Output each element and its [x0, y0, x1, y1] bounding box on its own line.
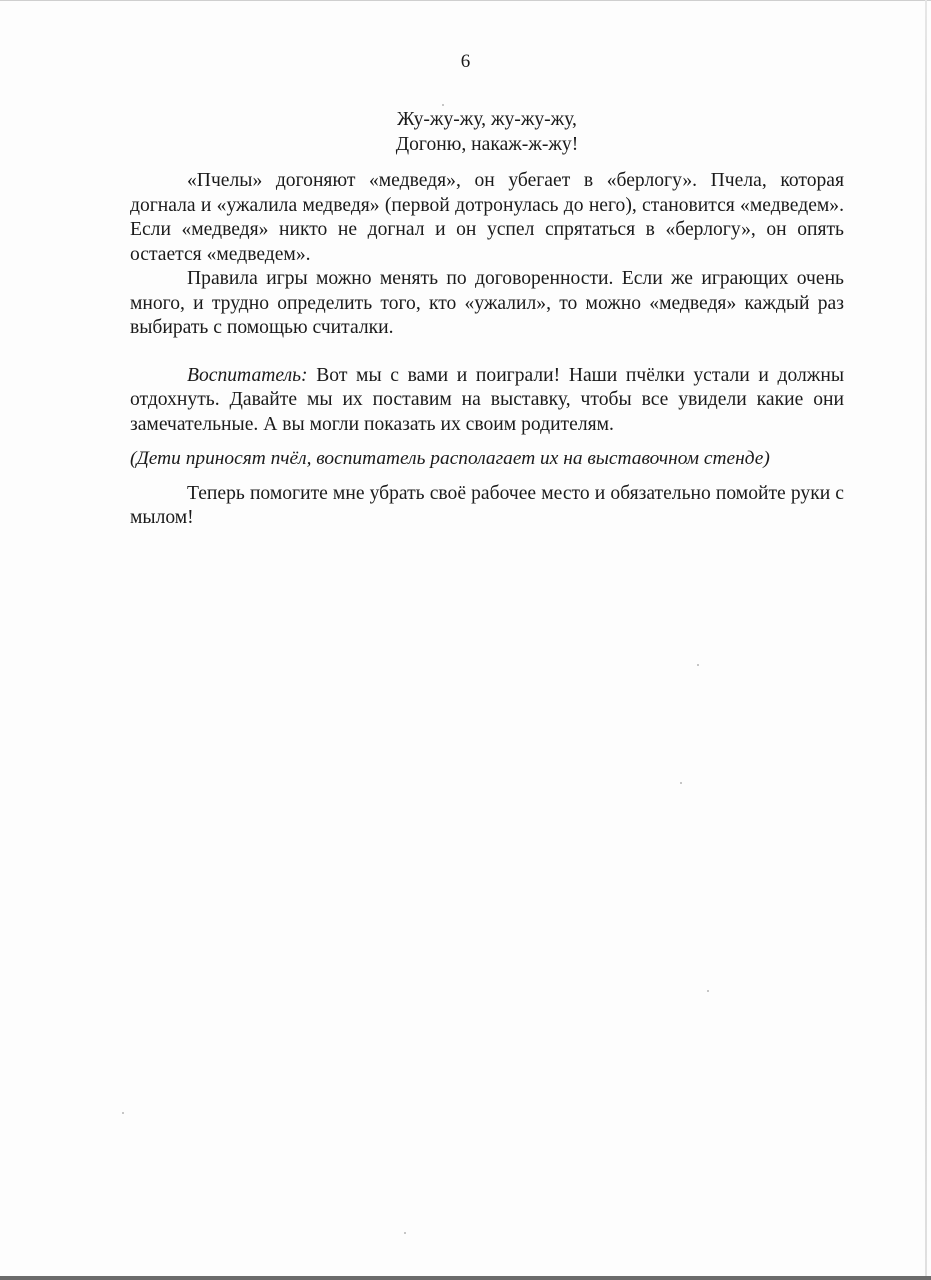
stage-direction: (Дети приносят пчёл, воспитатель располагает их на выставочном стенде) [130, 448, 770, 469]
scan-speck [680, 782, 682, 784]
paragraph-game-description: «Пчелы» догоняют «медведя», он убегает в «берлогу». Пчела, которая догнала и «ужалила медведя» (первой дотронулась до него), становится «медведем». Если «медведя» никто не догнал и он успел спрятаться в «берлогу», он опять остается «медведем». [130, 170, 844, 265]
verse-line-2: Догоню, накаж-ж-жу! [395, 133, 579, 155]
spacer [130, 341, 844, 364]
page-number: 6 [460, 51, 471, 72]
paragraph-closing: Теперь помогите мне убрать своё рабочее место и обязательно помойте руки с мылом! [130, 482, 844, 528]
spacer [130, 472, 844, 482]
speaker-label: Воспитатель: [187, 364, 308, 386]
scan-speck [697, 664, 699, 666]
teacher-speech-text: Вот мы с вами и поиграли! Наши пчёлки устали и должны отдохнуть. Давайте мы их поставим на выставку, чтобы все увидели какие они замечательные. А вы могли показать их своим родителям. [130, 364, 844, 435]
paragraph-game-rules: Правила игры можно менять по договоренности. Если же играющих очень много, и трудно определить того, кто «ужалил», то можно «медведя» каждый раз выбирать с помощью считалки. [130, 268, 844, 338]
verse-line-1: Жу-жу-жу, жу-жу-жу, [397, 109, 577, 130]
scan-edge-top [0, 0, 931, 1]
verse [130, 108, 844, 157]
document-body [130, 108, 844, 531]
scan-speck [442, 104, 444, 106]
scan-speck [404, 1232, 406, 1234]
paragraph-teacher-speech [130, 364, 844, 438]
scan-speck [707, 990, 709, 992]
scan-edge-right [925, 0, 927, 1280]
spacer [130, 437, 844, 447]
scan-speck [122, 1112, 124, 1114]
scan-edge-bottom [0, 1276, 931, 1280]
